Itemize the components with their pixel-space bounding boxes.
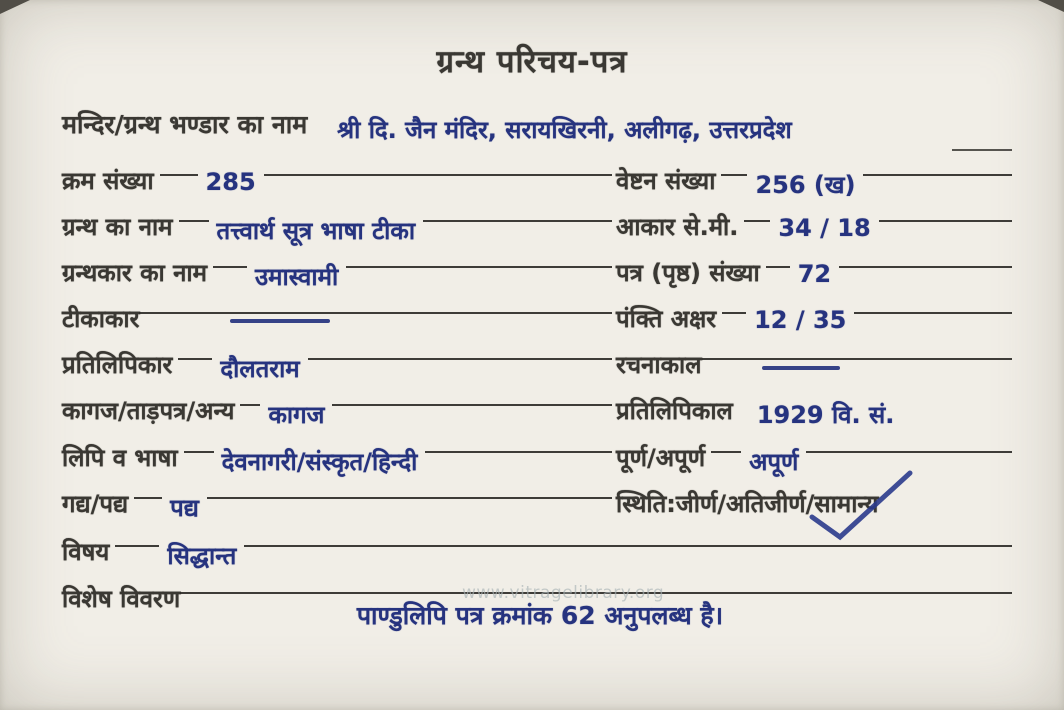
ruled-line <box>854 312 1012 314</box>
ruled-line <box>839 266 1012 268</box>
ruled-line <box>702 358 1012 360</box>
field-value: 256 (ख) <box>755 171 856 199</box>
blank-ink-dash <box>762 366 840 370</box>
field-label: स्थिति:जीर्ण/अतिजीर्ण/ <box>616 490 815 518</box>
ruled-line <box>346 266 612 268</box>
ruled-line <box>115 545 159 547</box>
ruled-line <box>863 174 1012 176</box>
ruled-line <box>879 220 1012 222</box>
field-value: 34 / 18 <box>778 214 871 242</box>
ruled-line <box>425 451 612 453</box>
field-value: श्री दि. जैन मंदिर, सरायखिरनी, अलीगढ़, उत्तरप्रदेश <box>337 116 792 144</box>
field-value: तत्त्वार्थ सूत्र भाषा टीका <box>216 217 416 245</box>
field-commentator <box>62 301 612 347</box>
watermark: www.vitragelibrary.org <box>462 583 665 603</box>
ruled-line <box>139 312 612 314</box>
scan-corner-artifact <box>1038 0 1064 12</box>
field-value: सिद्धान्त <box>167 542 237 570</box>
field-value: उमास्वामी <box>255 263 339 291</box>
field-value: 285 <box>205 168 256 196</box>
ruled-line <box>766 266 790 268</box>
ruled-line <box>722 312 746 314</box>
ruled-line <box>184 451 214 453</box>
field-composition-date <box>616 347 1012 393</box>
field-label: पत्र (पृष्ठ) संख्या <box>616 259 760 287</box>
field-value: 72 <box>797 260 832 288</box>
field-book-name <box>62 209 612 255</box>
field-label: विषय <box>62 538 110 566</box>
ruled-line <box>178 358 212 360</box>
ruled-line <box>207 497 612 499</box>
field-material <box>62 393 612 439</box>
field-label: प्रतिलिपिकार <box>62 351 173 379</box>
field-condition <box>616 486 1036 532</box>
field-label: पंक्ति अक्षर <box>616 305 717 333</box>
field-label: आकार से.मी. <box>616 213 739 241</box>
field-label: सामान्य <box>814 490 879 518</box>
ruled-line <box>744 220 770 222</box>
ruled-line <box>244 545 1012 547</box>
ruled-line <box>711 451 741 453</box>
field-label: क्रम संख्या <box>62 167 154 195</box>
field-label: विशेष विवरण <box>62 585 181 613</box>
page-title: ग्रन्थ परिचय-पत्र <box>436 44 628 80</box>
ruled-line <box>721 174 747 176</box>
field-value: कागज <box>268 401 325 429</box>
field-serial-number <box>62 163 612 209</box>
blank-ink-dash <box>230 319 330 323</box>
field-label: मन्दिर/ग्रन्थ भण्डार का नाम <box>62 110 308 139</box>
field-label: टीकाकार <box>62 305 140 333</box>
field-label: कागज/ताड़पत्र/अन्य <box>62 397 235 425</box>
field-value: 1929 वि. सं. <box>756 401 895 429</box>
field-script-language <box>62 440 612 486</box>
field-size-cm <box>616 209 1012 255</box>
field-lines-letters <box>616 301 1012 347</box>
field-author-name <box>62 255 612 301</box>
ruled-line <box>213 266 247 268</box>
field-label: वेष्टन संख्या <box>616 167 716 195</box>
ruled-line <box>179 220 209 222</box>
ruled-line <box>806 451 1012 453</box>
field-value: दौलतराम <box>220 355 300 383</box>
field-label: गद्य/पद्य <box>62 490 129 518</box>
field-repository-name <box>62 106 1012 152</box>
ruled-line <box>160 174 198 176</box>
field-complete-incomplete <box>616 440 1012 486</box>
field-label: प्रतिलिपिकाल <box>616 397 733 425</box>
ruled-line <box>332 404 612 406</box>
field-copy-date <box>616 393 1012 439</box>
ruled-line <box>240 404 260 406</box>
ruled-line <box>264 174 612 176</box>
field-bundle-number <box>616 163 1012 209</box>
field-value: देवनागरी/संस्कृत/हिन्दी <box>221 448 418 476</box>
field-label: लिपि व भाषा <box>62 444 178 472</box>
field-prose-verse <box>62 486 612 532</box>
condition-marked-option <box>814 487 878 520</box>
field-subject <box>62 534 1012 580</box>
field-leaf-page-count <box>616 255 1012 301</box>
field-label: ग्रन्थकार का नाम <box>62 259 207 287</box>
field-value: अपूर्ण <box>749 448 799 476</box>
field-label: पूर्ण/अपूर्ण <box>616 444 706 472</box>
field-value: पद्य <box>170 494 199 522</box>
scan-corner-artifact <box>0 0 30 14</box>
ruled-line <box>134 497 162 499</box>
field-value: 12 / 35 <box>754 306 847 334</box>
field-label: रचनाकाल <box>616 351 702 379</box>
special-note: पाण्डुलिपि पत्र क्रमांक 62 अनुपलब्ध है। <box>356 601 724 630</box>
field-copyist <box>62 347 612 393</box>
ruled-line <box>308 358 612 360</box>
ruled-line-fragment <box>952 149 1012 151</box>
ruled-line <box>423 220 612 222</box>
field-label: ग्रन्थ का नाम <box>62 213 173 241</box>
